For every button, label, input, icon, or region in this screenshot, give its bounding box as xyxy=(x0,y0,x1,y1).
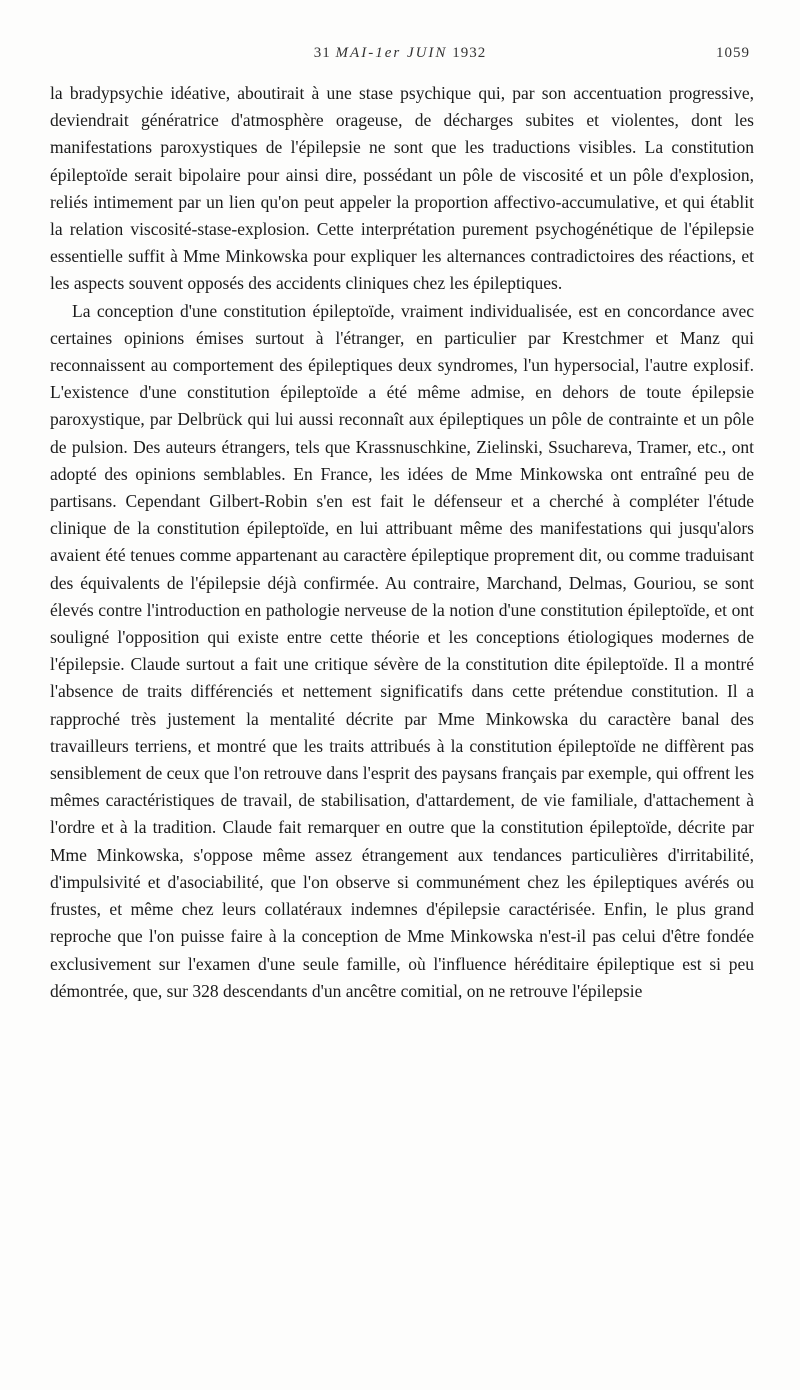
paragraph-1: la bradypsychie idéative, aboutirait à une stase psychique qui, par son accentuation progressive, deviendrait génératrice d'atmosphère orageuse, de décharges subites et violentes, dont les manifestations paroxystiques de l'épilepsie ne sont que les traductions visibles. La constitution épileptoïde serait bipolaire pour ainsi dire, possédant un pôle de viscosité et un pôle d'explosion, reliés intimement par un lien qu'on peut appeler la proportion affectivo-accumulative, et qui établit la relation viscosité-stase-explosion. Cette interprétation purement psychogénétique de l'épilepsie essentielle suffit à Mme Minkowska pour expliquer les alternances contradictoires des réactions, et les aspects souvent opposés des accidents cliniques chez les épileptiques. xyxy=(50,83,754,294)
issue-year: 1932 xyxy=(452,45,487,61)
issue-month: MAI-1er JUIN xyxy=(335,45,448,61)
issue-date xyxy=(0,45,800,62)
article-body xyxy=(50,80,754,1005)
issue-day: 31 xyxy=(313,45,331,61)
page-number: 1059 xyxy=(716,45,750,61)
running-head xyxy=(0,45,800,67)
paragraph-2: La conception d'une constitution épileptoïde, vraiment individualisée, est en concordance avec certaines opinions émises surtout à l'étranger, en particulier par Krestchmer et Manz qui reconnaissent au comportement des épileptiques deux syndromes, l'un hypersocial, l'autre explosif. L'existence d'une constitution épileptoïde a été même admise, en dehors de toute épilepsie paroxystique, par Delbrück qui lui aussi reconnaît aux épileptiques un pôle de contrainte et un pôle de pulsion. Des auteurs étrangers, tels que Krassnuschkine, Zielinski, Ssuchareva, Tramer, etc., ont adopté des opinions semblables. En France, les idées de Mme Minkowska ont entraîné peu de partisans. Cependant Gilbert-Robin s'en est fait le défenseur et a cherché à compléter l'étude clinique de la constitution épileptoïde, en lui attribuant même des manifestations qui jusqu'alors avaient été tenues comme appartenant au caractère épileptique proprement dit, ou comme traduisant des équivalents de l'épilepsie déjà confirmée. Au contraire, Marchand, Delmas, Gouriou, se sont élevés contre l'introduction en pathologie nerveuse de la notion d'une constitution épileptoïde, et ont souligné l'opposition qui existe entre cette théorie et les conceptions étiologiques modernes de l'épilepsie. Claude surtout a fait une critique sévère de la constitution dite épileptoïde. Il a montré l'absence de traits différenciés et nettement significatifs dans cette prétendue constitution. Il a rapproché très justement la mentalité décrite par Mme Minkowska du caractère banal des travailleurs terriens, et montré que les traits attribués à la constitution épileptoïde ne diffèrent pas sensiblement de ceux que l'on retrouve dans l'esprit des paysans français par exemple, qui offrent les mêmes caractéristiques de travail, de stabilisation, d'attardement, de vie familiale, d'attachement à l'ordre et à la tradition. Claude fait remarquer en outre que la constitution épileptoïde, décrite par Mme Minkowska, s'oppose même assez étrangement aux tendances particulières d'irritabilité, d'impulsivité et d'asociabilité, que l'on observe si communément chez les épileptiques avérés ou frustes, et même chez leurs collatéraux indemnes d'épilepsie caractérisée. Enfin, le plus grand reproche que l'on puisse faire à la conception de Mme Minkowska n'est-il pas celui d'être fondée exclusivement sur l'examen d'une seule famille, où l'influence héréditaire épileptique est si peu démontrée, que, sur 328 descendants d'un ancêtre comitial, on ne retrouve l'épilepsie xyxy=(50,300,754,1001)
